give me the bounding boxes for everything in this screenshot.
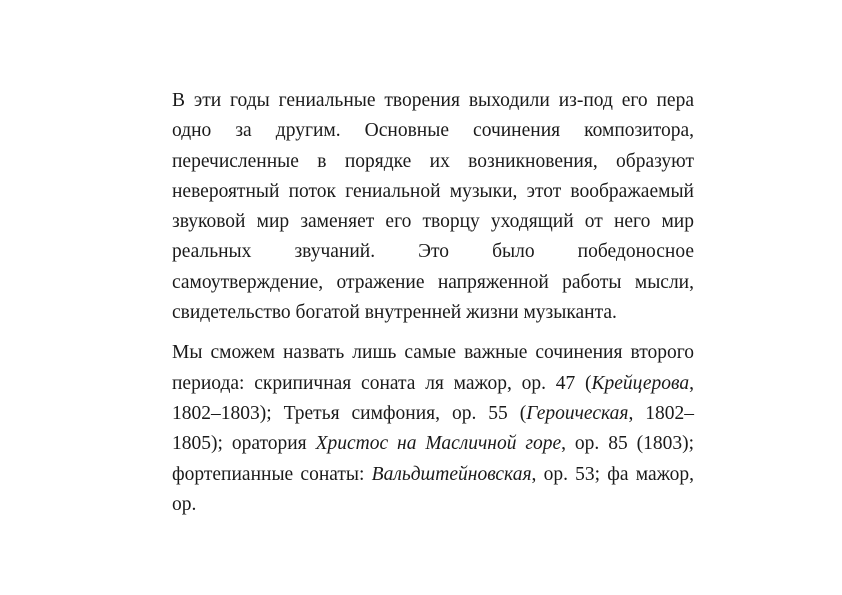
work-title-kreutzer: Крейцерова — [591, 372, 690, 394]
work-title-eroica: Героическая — [526, 402, 629, 424]
paragraph-2 — [172, 338, 694, 520]
work-title-christus: Христос на Масличной горе — [315, 433, 562, 455]
text-body — [172, 86, 694, 530]
paragraph-2-text-5: , ор. 53; фа мажор, ор. — [172, 463, 694, 515]
paragraph-2-text-4: , ор. 85 (1803); фортепианные сонаты: — [172, 433, 695, 485]
paragraph-2-text-1: Мы сможем назвать лишь самые важные сочинения второго периода: скрипичная соната ля мажор, ор. 47 ( — [172, 342, 694, 394]
paragraph-2-text-2: , 1802–1803); Третья симфония, ор. 55 ( — [172, 372, 694, 424]
work-title-waldstein: Вальдштейновская — [371, 463, 532, 485]
paragraph-2-text-3: , 1802–1805); оратория — [172, 402, 694, 455]
paragraph-1: В эти годы гениальные творения выходили из-под его пера одно за другим. Основные сочинения композитора, перечисленные в порядке их возникновения, образуют невероятный поток гениальной музыки, этот воображаемый звуковой мир заменяет его творцу уходящий от него мир реальных звучаний. Это было победоносное самоутверждение, отражение напряженной работы мысли, свидетельство богатой внутренней жизни музыканта. — [172, 90, 694, 324]
